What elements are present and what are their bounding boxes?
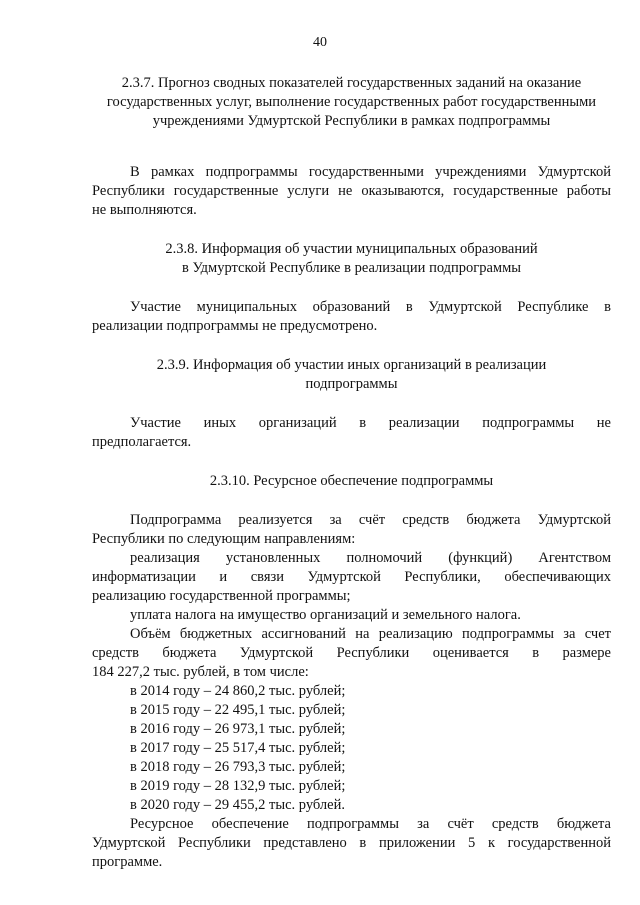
heading-line: 2.3.9. Информация об участии иных организаций в реализации (156, 357, 547, 373)
list-item: в 2019 году – 28 132,9 тыс. рублей; (130, 778, 346, 794)
text-line: не выполняются. (92, 202, 197, 218)
text-line: Подпрограмма реализуется за счёт средств бюджета Удмуртской (130, 512, 611, 528)
section-paragraph-2-3-8 (92, 298, 611, 336)
section-heading-2-3-10: 2.3.10. Ресурсное обеспечение подпрограммы (209, 473, 494, 489)
heading-line: подпрограммы (305, 376, 398, 392)
list-item: в 2016 году – 26 973,1 тыс. рублей; (130, 721, 346, 737)
heading-line: 2.3.7. Прогноз сводных показателей государственных заданий на оказание (121, 75, 582, 91)
text-line: В рамках подпрограммы государственными учреждениями Удмуртской (130, 164, 611, 180)
section-paragraph-2-3-10 (92, 511, 611, 872)
list-item: в 2020 году – 29 455,2 тыс. рублей. (130, 797, 345, 813)
list-item: в 2017 году – 25 517,4 тыс. рублей; (130, 740, 346, 756)
text-line: предполагается. (92, 434, 192, 450)
text-line: средств бюджета Удмуртской Республики оценивается в размере (92, 645, 611, 661)
section-paragraph-2-3-7 (92, 163, 611, 220)
text-line: программе. (92, 854, 163, 870)
text-line: Участие иных организаций в реализации подпрограммы не (130, 415, 611, 431)
list-item: в 2015 году – 22 495,1 тыс. рублей; (130, 702, 346, 718)
heading-line: 2.3.8. Информация об участии муниципальных образований (165, 241, 538, 257)
document-body (92, 74, 611, 872)
text-line: реализации подпрограммы не предусмотрено. (92, 318, 378, 334)
heading-line: в Удмуртской Республике в реализации подпрограммы (181, 260, 522, 276)
section-heading-2-3-8 (92, 240, 611, 278)
text-line: Удмуртской Республики представлено в приложении 5 к государственной (92, 835, 611, 851)
text-line: Республики по следующим направлениям: (92, 531, 356, 547)
section-heading-2-3-7 (92, 74, 611, 131)
page-number: 40 (313, 35, 327, 50)
section-heading-2-3-9 (92, 356, 611, 394)
heading-line: государственных услуг, выполнение государственных работ государственными (106, 94, 597, 110)
heading-line: учреждениями Удмуртской Республики в рамках подпрограммы (152, 113, 551, 129)
list-item: в 2014 году – 24 860,2 тыс. рублей; (130, 683, 346, 699)
text-line: информатизации и связи Удмуртской Республики, обеспечивающих (92, 569, 611, 585)
text-line: реализацию государственной программы; (92, 588, 351, 604)
list-item: в 2018 году – 26 793,3 тыс. рублей; (130, 759, 346, 775)
text-line: Республики государственные услуги не оказываются, государственные работы (92, 183, 611, 199)
text-line: 184 227,2 тыс. рублей, в том числе: (92, 664, 309, 680)
text-line: уплата налога на имущество организаций и земельного налога. (130, 607, 521, 623)
text-line: Участие муниципальных образований в Удмуртской Республике в (130, 299, 611, 315)
text-line: реализация установленных полномочий (функций) Агентством (130, 550, 611, 566)
text-line: Ресурсное обеспечение подпрограммы за счёт средств бюджета (130, 816, 611, 832)
section-paragraph-2-3-9 (92, 414, 611, 452)
text-line: Объём бюджетных ассигнований на реализацию подпрограммы за счет (130, 626, 611, 642)
